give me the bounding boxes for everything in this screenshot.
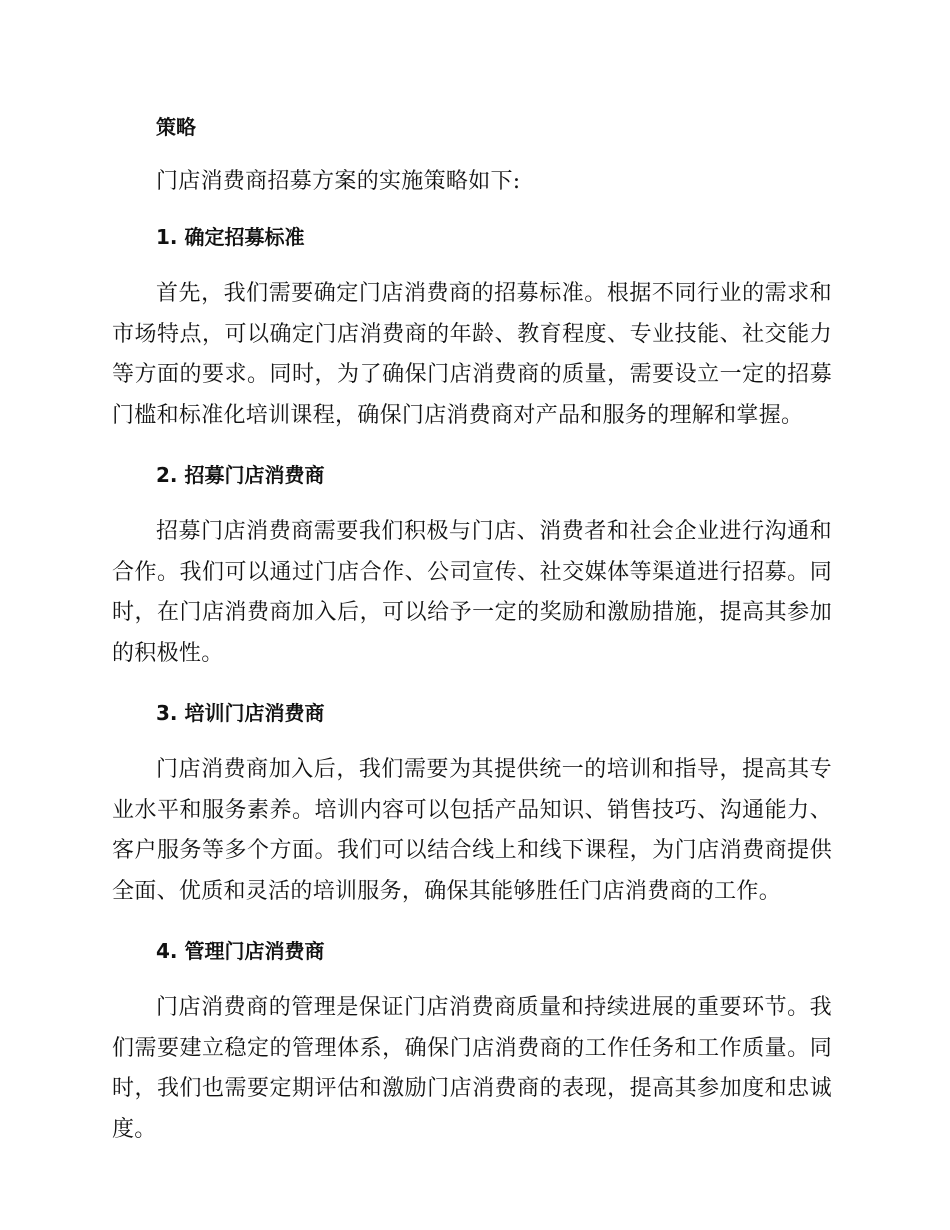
section-body-2: 招募门店消费商需要我们积极与门店、消费者和社会企业进行沟通和合作。我们可以通过门店合作、公司宣传、社交媒体等渠道进行招募。同时，在门店消费商加入后，可以给予一定的奖励和激励措施，提高其参加的积极性。: [112, 519, 832, 666]
document-body: [112, 108, 832, 1150]
section-body-4: 门店消费商的管理是保证门店消费商质量和持续进展的重要环节。我们需要建立稳定的管理体系，确保门店消费商的工作任务和工作质量。同时，我们也需要定期评估和激励门店消费商的表现，提高其参加度和忠诚度。: [112, 995, 832, 1142]
section-body-1: 首先，我们需要确定门店消费商的招募标准。根据不同行业的需求和市场特点，可以确定门店消费商的年龄、教育程度、专业技能、社交能力等方面的要求。同时，为了确保门店消费商的质量，需要设立一定的招募门槛和标准化培训课程，确保门店消费商对产品和服务的理解和掌握。: [112, 281, 832, 428]
section-heading-2: 2. 招募门店消费商: [156, 463, 325, 487]
section-heading-1: 1. 确定招募标准: [156, 225, 305, 249]
section-heading-3: 3. 培训门店消费商: [156, 701, 325, 725]
intro-paragraph: 门店消费商招募方案的实施策略如下:: [156, 169, 521, 194]
section-heading-4: 4. 管理门店消费商: [156, 939, 325, 963]
document-title: 策略: [156, 115, 196, 139]
section-body-3: 门店消费商加入后，我们需要为其提供统一的培训和指导，提高其专业水平和服务素养。培训内容可以包括产品知识、销售技巧、沟通能力、客户服务等多个方面。我们可以结合线上和线下课程，为门店消费商提供全面、优质和灵活的培训服务，确保其能够胜任门店消费商的工作。: [112, 757, 832, 904]
